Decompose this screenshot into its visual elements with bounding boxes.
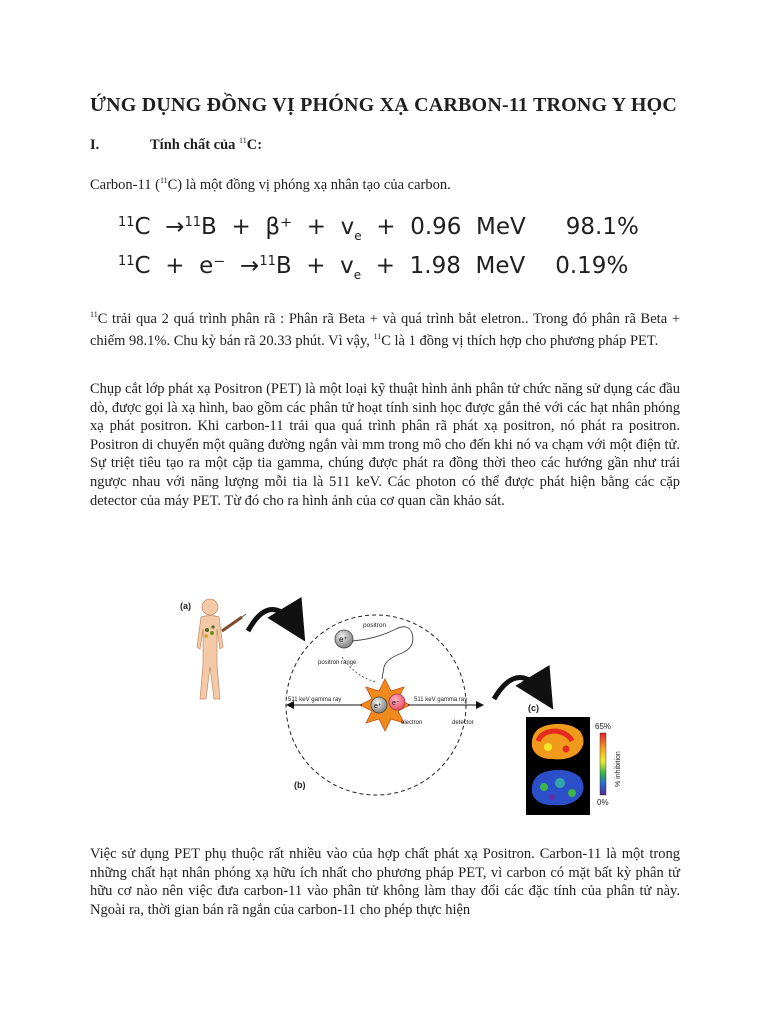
inhibition-color-scale xyxy=(600,733,606,795)
equation-electron-capture xyxy=(118,253,628,282)
intro-text-pre: Carbon-11 ( xyxy=(90,176,160,193)
gamma-left-label: 511 keV gamma ray xyxy=(288,697,342,703)
pet-diagram-figure xyxy=(176,587,650,815)
decay-sup: 11 xyxy=(90,310,98,319)
pet-scan-bottom xyxy=(532,770,584,806)
decay-text-1: C trải qua 2 quá trình phân rã : Phân rã Beta + và quá trình bắt eletron.. Trong đó phân rã Beta + chiếm 98.1%. Chu kỳ bán rã 20.33 phút. Vì vậy, xyxy=(90,310,680,350)
equation-beta-decay xyxy=(118,214,639,243)
intro-sup: 11 xyxy=(159,176,168,185)
gamma-right-label: 511 keV gamma ray xyxy=(414,697,468,703)
positron-path xyxy=(352,627,413,679)
scale-bottom-label: 0% xyxy=(597,798,609,807)
eq1-sup2: 11 xyxy=(184,215,202,230)
section-sup: 11 xyxy=(239,136,247,145)
scale-axis-label: % inhibition xyxy=(615,751,622,787)
positron-symbol: e⁺ xyxy=(339,635,348,644)
label-b: (b) xyxy=(294,780,306,790)
eq2-sup1: 11 xyxy=(118,254,135,269)
eq2-sub: e xyxy=(353,268,362,282)
pet-scan-top xyxy=(532,724,584,760)
section-number: I. xyxy=(90,136,100,153)
intro-text-post: C) là một đồng vị phóng xạ nhân tạo của carbon. xyxy=(167,176,451,193)
page-title: ỨNG DỤNG ĐỒNG VỊ PHÓNG XẠ CARBON-11 TRONG Y HỌC xyxy=(90,94,678,116)
final-paragraph: Việc sử dụng PET phụ thuộc rất nhiều vào của hợp chất phát xạ Positron. Carbon-11 là một trong những chất hạt nhân phóng xạ hữu ích nhất cho phương pháp PET, vì carbon có mặt bất kỳ phân tử hữu cơ nào nên việc đưa carbon-11 vào phân tử không làm thay đổi các đặc tính của phân tử này. Ngoài ra, thời gian bán rã ngắn của carbon-11 cho phép thực hiện xyxy=(90,846,680,918)
positron-range-label: positron range xyxy=(318,660,357,666)
electron-label: electron xyxy=(401,720,423,726)
eq1-sup1: 11 xyxy=(118,215,135,230)
eq2-energy: + 1.98 MeV xyxy=(361,253,526,279)
intro-paragraph xyxy=(90,172,680,194)
eq1-rhs: B + β⁺ + v xyxy=(201,214,355,240)
human-figure-icon xyxy=(197,599,246,699)
section-label: Tính chất của xyxy=(150,136,240,153)
pet-paragraph: Chụp cắt lớp phát xạ Positron (PET) là một loại kỹ thuật hình ảnh phân tử chức năng sử dụng các đầu dò, được gọi là xạ hình, bao gồm các phân tử hoạt tính sinh học được gắn thẻ với các hạt nhân phóng xạ phát positron. Khi carbon-11 trải qua quá trình phân rã phát xạ positron, nó phát ra positron. Positron di chuyển một quãng đường ngắn vài mm trong mô cho đến khi nó va chạm với một điện tử. Sự triệt tiêu tạo ra một cặp tia gamma, chúng được phát ra đồng thời theo các hướng gần như trái ngược nhau với năng lượng mỗi tia là 511 keV. Các photon có thể được phát hiện bằng các cặp detector của máy PET. Từ đó cho ra hình ảnh của cơ quan cần khảo sát. xyxy=(90,381,680,509)
arrow-a-to-b xyxy=(248,609,300,633)
eq2-rhs: B + v xyxy=(275,253,354,279)
eq2-sup2: 11 xyxy=(259,254,276,269)
positron-label: positron xyxy=(363,622,387,629)
decay-text-2: C là 1 đồng vị thích hợp cho phương pháp PET. xyxy=(381,333,659,350)
section-heading xyxy=(90,136,262,154)
detector-label: detector xyxy=(452,720,474,726)
electron-symbol: e⁻ xyxy=(392,700,400,707)
section-suffix: C: xyxy=(246,136,263,153)
label-c: (c) xyxy=(528,703,539,713)
eq1-lhs: C → xyxy=(134,214,185,240)
decay-sup-2: 11 xyxy=(373,332,382,342)
eq2-lhs: C + e⁻ → xyxy=(134,253,260,279)
arrow-b-to-c xyxy=(494,677,548,701)
scale-top-label: 65% xyxy=(595,722,612,731)
eq1-sub: e xyxy=(354,229,362,243)
eq1-energy: + 0.96 MeV xyxy=(361,214,526,240)
decay-paragraph xyxy=(90,306,680,351)
label-a: (a) xyxy=(180,601,191,611)
annihilation-positron-symbol: e⁺ xyxy=(374,703,382,710)
eq1-percent: 98.1% xyxy=(565,214,639,240)
eq2-percent: 0.19% xyxy=(555,253,629,279)
